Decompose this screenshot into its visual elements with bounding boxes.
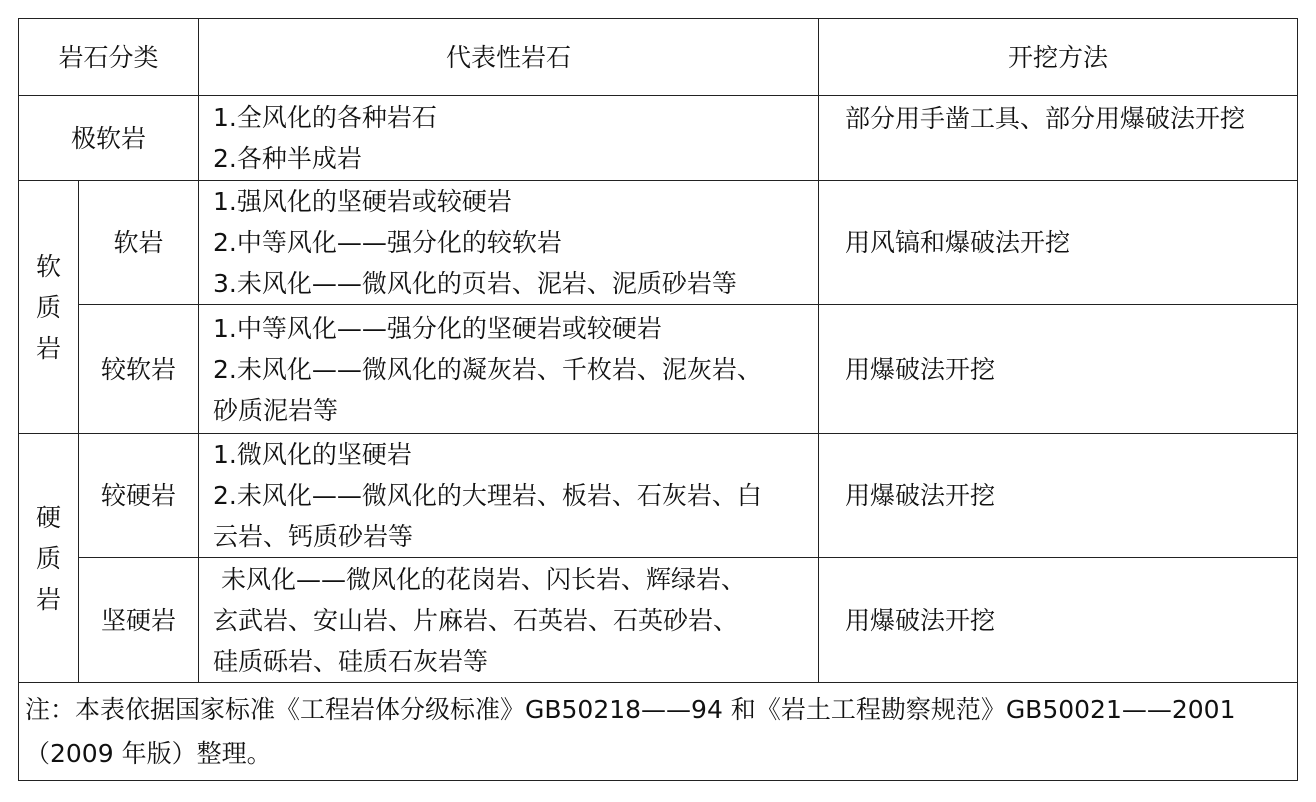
group-soft xyxy=(19,181,79,434)
rock-line: 2.未风化——微风化的凝灰岩、千枚岩、泥灰岩、 xyxy=(213,354,762,384)
rock-line: 2.中等风化——强分化的较软岩 xyxy=(213,228,562,257)
table-row xyxy=(19,181,1298,305)
header-rocks: 代表性岩石 xyxy=(199,19,819,96)
rock-line: 硅质砾岩、硅质石灰岩等 xyxy=(213,646,489,676)
excavation-method: 用爆破法开挖 xyxy=(819,434,1298,558)
table-note xyxy=(19,683,1298,781)
table-header-row xyxy=(19,19,1298,96)
rock-examples xyxy=(199,558,819,683)
header-method: 开挖方法 xyxy=(819,19,1298,96)
table-row xyxy=(19,434,1298,558)
rock-name: 极软岩 xyxy=(19,96,199,181)
group-char: 质 xyxy=(35,543,61,573)
group-char: 质 xyxy=(35,292,61,322)
table-row xyxy=(19,305,1298,434)
rock-classification-table xyxy=(18,18,1298,781)
rock-examples xyxy=(199,434,819,558)
rock-examples xyxy=(199,181,819,305)
rock-line: 未风化——微风化的花岗岩、闪长岩、辉绿岩、 xyxy=(213,564,746,594)
group-char: 岩 xyxy=(35,584,61,614)
excavation-method: 用爆破法开挖 xyxy=(819,305,1298,434)
note-line: 注：本表依据国家标准《工程岩体分级标准》GB50218——94 和《岩土工程勘察规范》GB50021——2001 xyxy=(25,694,1236,724)
rock-line: 砂质泥岩等 xyxy=(213,395,339,425)
rock-name: 坚硬岩 xyxy=(79,558,199,683)
group-hard xyxy=(19,434,79,683)
rock-line: 玄武岩、安山岩、片麻岩、石英岩、石英砂岩、 xyxy=(213,605,739,635)
excavation-method: 用风镐和爆破法开挖 xyxy=(819,181,1298,305)
group-char: 岩 xyxy=(35,333,61,363)
group-char: 硬 xyxy=(35,502,61,532)
table-row xyxy=(19,558,1298,683)
header-category: 岩石分类 xyxy=(19,19,199,96)
note-row xyxy=(19,683,1298,781)
rock-line: 1.全风化的各种岩石 xyxy=(213,103,437,132)
rock-line: 云岩、钙质砂岩等 xyxy=(213,522,414,551)
rock-name: 较软岩 xyxy=(79,305,199,434)
rock-line: 3.未风化——微风化的页岩、泥岩、泥质砂岩等 xyxy=(213,269,737,298)
rock-name: 软岩 xyxy=(79,181,199,305)
note-line: （2009 年版）整理。 xyxy=(25,738,272,768)
rock-line: 2.各种半成岩 xyxy=(213,144,362,173)
table-row xyxy=(19,96,1298,181)
excavation-method: 部分用手凿工具、部分用爆破法开挖 xyxy=(819,96,1298,181)
rock-line: 2.未风化——微风化的大理岩、板岩、石灰岩、白 xyxy=(213,481,762,510)
rock-line: 1.中等风化——强分化的坚硬岩或较硬岩 xyxy=(213,313,662,343)
group-char: 软 xyxy=(35,251,61,281)
rock-examples xyxy=(199,305,819,434)
rock-name: 较硬岩 xyxy=(79,434,199,558)
rock-examples xyxy=(199,96,819,181)
rock-line: 1.强风化的坚硬岩或较硬岩 xyxy=(213,187,512,216)
excavation-method: 用爆破法开挖 xyxy=(819,558,1298,683)
rock-line: 1.微风化的坚硬岩 xyxy=(213,440,412,469)
